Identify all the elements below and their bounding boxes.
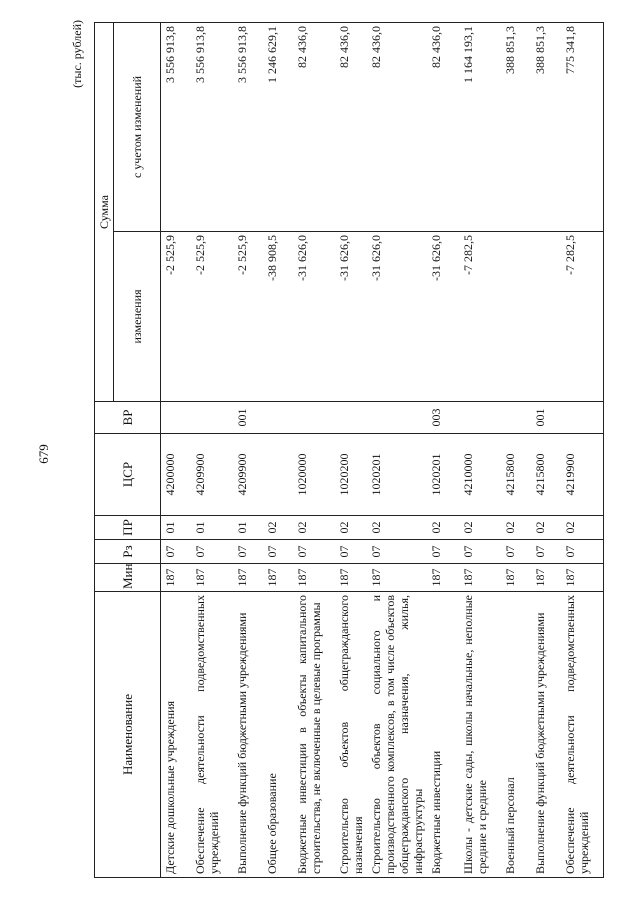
row-csr: 4215800 (531, 434, 561, 516)
table-row (531, 22, 561, 877)
row-change: -31 626,0 (335, 232, 367, 402)
header-row-1 (95, 22, 114, 877)
row-min: 187 (367, 564, 427, 592)
page-number: 679 (36, 444, 51, 464)
row-vr: 003 (427, 402, 459, 434)
units-label: (тыс. рублей) (70, 20, 84, 88)
row-vr (293, 402, 335, 434)
table-row (293, 22, 335, 877)
row-change: -31 626,0 (367, 232, 427, 402)
row-rz: 07 (427, 540, 459, 564)
row-min: 187 (501, 564, 531, 592)
row-min: 187 (531, 564, 561, 592)
row-change: -7 282,5 (459, 232, 501, 402)
row-vr (459, 402, 501, 434)
row-min: 187 (561, 564, 604, 592)
table-row (335, 22, 367, 877)
row-total: 3 556 913,8 (233, 22, 263, 231)
row-pr: 02 (459, 516, 501, 540)
row-name: Детские дошкольные учреждения (161, 592, 192, 878)
row-total: 3 556 913,8 (191, 22, 233, 231)
row-rz: 07 (531, 540, 561, 564)
row-change: -7 282,5 (561, 232, 604, 402)
row-vr (561, 402, 604, 434)
row-pr: 02 (263, 516, 293, 540)
row-change: -31 626,0 (293, 232, 335, 402)
row-name: Военный персонал (501, 592, 531, 878)
row-vr (191, 402, 233, 434)
row-name: Бюджетные инвестиции в объекты капитального строительства, не включенные в целевые программы (293, 592, 335, 878)
header-with-changes: с учетом изменений (114, 22, 161, 231)
row-rz: 07 (367, 540, 427, 564)
row-rz: 07 (191, 540, 233, 564)
row-pr: 02 (427, 516, 459, 540)
table-row (263, 22, 293, 877)
row-min: 187 (161, 564, 192, 592)
row-name: Школы - детские сады, школы начальные, неполные средние и средние (459, 592, 501, 878)
header-pr: ПР (95, 516, 161, 540)
row-total: 82 436,0 (293, 22, 335, 231)
row-vr: 001 (531, 402, 561, 434)
table-row (161, 22, 192, 877)
table-row (427, 22, 459, 877)
row-min: 187 (335, 564, 367, 592)
row-vr: 001 (233, 402, 263, 434)
header-vr: ВР (95, 402, 161, 434)
row-min: 187 (293, 564, 335, 592)
row-name: Общее образование (263, 592, 293, 878)
row-total: 1 246 629,1 (263, 22, 293, 231)
row-rz: 07 (459, 540, 501, 564)
header-name: Наименование (95, 592, 161, 878)
row-total: 388 851,3 (501, 22, 531, 231)
row-total: 82 436,0 (335, 22, 367, 231)
row-csr: 4215800 (501, 434, 531, 516)
table-row (367, 22, 427, 877)
table-row (459, 22, 501, 877)
table-row (233, 22, 263, 877)
row-change: -2 525,9 (191, 232, 233, 402)
row-total: 775 341,8 (561, 22, 604, 231)
row-total: 82 436,0 (367, 22, 427, 231)
table-body (161, 22, 604, 877)
row-rz: 07 (161, 540, 192, 564)
row-name: Строительство объектов общегражданского назначения (335, 592, 367, 878)
row-min: 187 (427, 564, 459, 592)
table-row (191, 22, 233, 877)
table-row (561, 22, 604, 877)
table-row (501, 22, 531, 877)
row-min: 187 (459, 564, 501, 592)
row-rz: 07 (501, 540, 531, 564)
header-sum: Сумма (95, 22, 114, 401)
row-pr: 02 (561, 516, 604, 540)
row-total: 1 164 193,1 (459, 22, 501, 231)
row-pr: 02 (531, 516, 561, 540)
row-csr: 1020201 (367, 434, 427, 516)
row-min: 187 (233, 564, 263, 592)
row-rz: 07 (263, 540, 293, 564)
row-total: 82 436,0 (427, 22, 459, 231)
row-change: -31 626,0 (427, 232, 459, 402)
header-min: Мин (95, 564, 161, 592)
row-name: Выполнение функций бюджетными учреждениями (233, 592, 263, 878)
row-change: -38 908,5 (263, 232, 293, 402)
row-rz: 07 (335, 540, 367, 564)
row-csr: 1020000 (293, 434, 335, 516)
row-csr: 1020200 (335, 434, 367, 516)
row-csr: 4210000 (459, 434, 501, 516)
row-pr: 02 (367, 516, 427, 540)
row-pr: 01 (161, 516, 192, 540)
row-csr: 1020201 (427, 434, 459, 516)
row-vr (367, 402, 427, 434)
row-rz: 07 (293, 540, 335, 564)
row-vr (263, 402, 293, 434)
row-pr: 02 (293, 516, 335, 540)
row-pr: 02 (501, 516, 531, 540)
row-csr: 4200000 (161, 434, 192, 516)
header-rz: Рз (95, 540, 161, 564)
row-change: -2 525,9 (161, 232, 192, 402)
row-name: Обеспечение деятельности подведомственных учреждений (561, 592, 604, 878)
row-pr: 01 (233, 516, 263, 540)
row-csr: 4219900 (561, 434, 604, 516)
budget-table (94, 22, 604, 878)
row-total: 3 556 913,8 (161, 22, 192, 231)
row-min: 187 (191, 564, 233, 592)
row-name: Строительство объектов социального и производственного комплексов, в том числе объектов общегражданского назначения, жилья, инфраструктуры (367, 592, 427, 878)
header-changes: изменения (114, 232, 161, 402)
row-min: 187 (263, 564, 293, 592)
row-csr: 4209900 (233, 434, 263, 516)
row-change: -2 525,9 (233, 232, 263, 402)
row-change (531, 232, 561, 402)
row-csr: 4209900 (191, 434, 233, 516)
row-name: Бюджетные инвестиции (427, 592, 459, 878)
row-change (501, 232, 531, 402)
row-pr: 02 (335, 516, 367, 540)
row-pr: 01 (191, 516, 233, 540)
row-vr (335, 402, 367, 434)
row-rz: 07 (233, 540, 263, 564)
row-csr (263, 434, 293, 516)
row-vr (501, 402, 531, 434)
header-csr: ЦСР (95, 434, 161, 516)
row-name: Выполнение функций бюджетными учреждениями (531, 592, 561, 878)
row-vr (161, 402, 192, 434)
row-rz: 07 (561, 540, 604, 564)
row-total: 388 851,3 (531, 22, 561, 231)
row-name: Обеспечение деятельности подведомственных учреждений (191, 592, 233, 878)
